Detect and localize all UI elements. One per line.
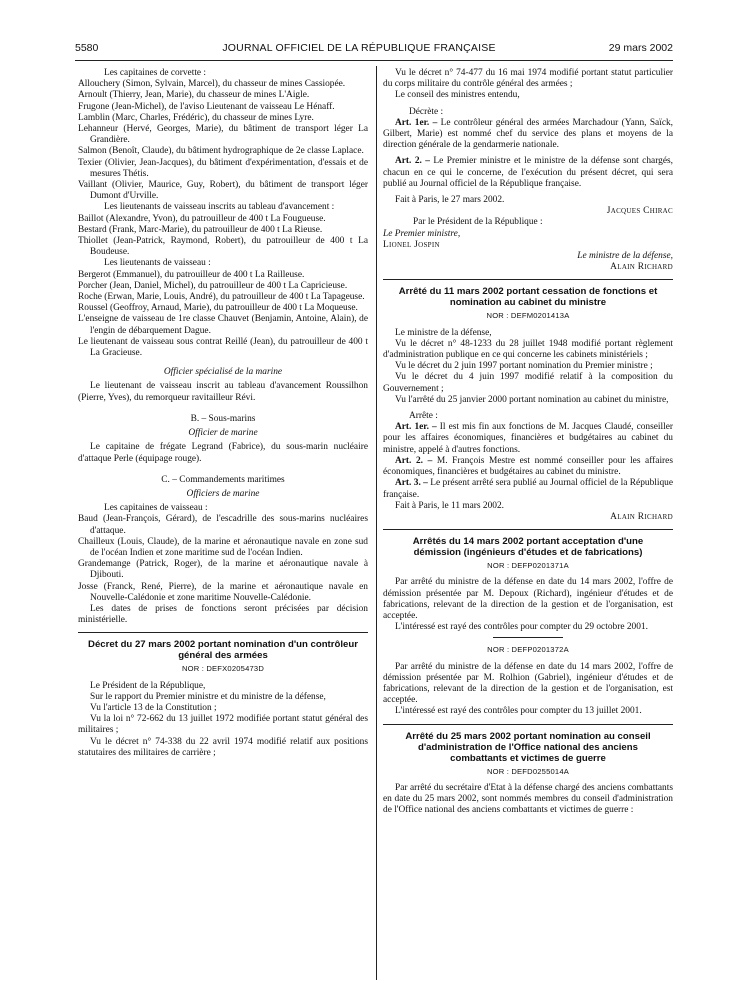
premier-ministre-title: Le Premier ministre, bbox=[383, 228, 461, 239]
list-item: Frugone (Jean-Michel), de l'aviso Lieutenant de vaisseau Le Hénaff. bbox=[78, 101, 335, 112]
article-1 bbox=[383, 118, 673, 152]
paragraph: Par arrêté du ministre de la défense en date du 14 mars 2002, l'offre de démission présentée par M. Rolhion (Gabriel), ingénieur d'études et de fabrications, relevant de la direction de la gestion et de l'organisation, est acceptée. bbox=[383, 661, 673, 706]
nor-reference: NOR : DEFX0205473D bbox=[181, 664, 265, 674]
arrete-11-title: Arrêté du 11 mars 2002 portant cessation de fonctions et nomination au cabinet du ministre bbox=[398, 286, 658, 309]
article-label: Art. 3. – bbox=[395, 478, 428, 489]
section-title: B. – Sous-marins bbox=[190, 413, 256, 424]
par-le-president: Par le Président de la République : bbox=[413, 217, 543, 228]
issue-date: 29 mars 2002 bbox=[608, 42, 673, 54]
article-text: Le présent arrêté sera publié au Journal officiel de la République française. bbox=[383, 478, 673, 500]
list-item: Bestard (Frank, Marc-Marie), du patrouilleur de 400 t La Rieuse. bbox=[78, 224, 323, 235]
paragraph: Vu l'arrêté du 25 janvier 2000 portant nomination au cabinet du ministre, bbox=[395, 394, 669, 405]
list-item: Arnoult (Thierry, Jean, Marie), du chasseur de mines L'Aigle. bbox=[78, 90, 310, 101]
ministre-defense-name: Alain Richard bbox=[610, 262, 673, 273]
article-text: Le contrôleur général des armées Marchadour (Yann, Saïck, Gilbert, Marie) est nommé chef du service des plans et moyens de la direction générale de la gendarmerie nationale. bbox=[383, 117, 674, 151]
signature: Alain Richard bbox=[610, 511, 673, 522]
paragraph: Sur le rapport du Premier ministre et du ministre de la défense, bbox=[90, 691, 326, 702]
paragraph: L'intéressé est rayé des contrôles pour compter du 29 octobre 2001. bbox=[395, 622, 648, 633]
paragraph: Le conseil des ministres entendu, bbox=[395, 90, 520, 101]
nor-reference: NOR : DEFM0201413A bbox=[486, 311, 570, 321]
article-text: M. François Mestre est nommé conseiller pour les affaires économiques, financières et budgétaires au cabinet du ministre. bbox=[383, 455, 673, 478]
fait-a: Fait à Paris, le 11 mars 2002. bbox=[395, 500, 505, 511]
paragraph: Le ministre de la défense, bbox=[395, 327, 492, 338]
paragraph: Vu le décret du 4 juin 1997 modifié relatif à la composition du Gouvernement ; bbox=[383, 372, 673, 394]
paragraph: Les dates de prises de fonctions seront précisées par décision ministérielle. bbox=[78, 603, 368, 626]
paragraph: Vu le décret du 2 juin 1997 portant nomination du Premier ministre ; bbox=[395, 361, 653, 372]
list-item: L'enseigne de vaisseau de 1re classe Chauvet (Benjamin, Antoine, Alain), de l'engin de débarquement Dague. bbox=[78, 314, 368, 336]
paragraph: Par arrêté du ministre de la défense en date du 14 mars 2002, l'offre de démission présentée par M. Depoux (Richard), ingénieur d'études et de fabrications, relevant de la direction de la gestion et de l'organisation, est acceptée. bbox=[383, 577, 673, 621]
section-heading: Les lieutenants de vaisseau : bbox=[104, 258, 211, 269]
list-item: Vaillant (Olivier, Maurice, Guy, Robert), du bâtiment de transport léger Dumont d'Urville. bbox=[78, 180, 368, 202]
paragraph: Vu l'article 13 de la Constitution ; bbox=[90, 702, 217, 713]
list-item: Salmon (Benoît, Claude), du bâtiment hydrographique de 2e classe Laplace. bbox=[78, 146, 364, 157]
article-label: Art. 1er. – bbox=[395, 117, 438, 128]
article-label: Art. 2. – bbox=[395, 156, 430, 167]
article-2 bbox=[383, 456, 673, 478]
fait-a: Fait à Paris, le 27 mars 2002. bbox=[395, 195, 505, 206]
section-heading: Les lieutenants de vaisseau inscrits au tableau d'avancement : bbox=[104, 202, 335, 213]
list-item: Josse (Franck, René, Pierre), de la marine et aéronautique navale en Nouvelle-Calédonie et zone maritime Nouvelle-Calédonie. bbox=[78, 581, 368, 603]
paragraph: Vu le décret n° 48-1233 du 28 juillet 1948 modifié portant règlement d'administration publique en ce qui concerne les cabinets ministériels ; bbox=[383, 338, 673, 361]
arrete-25-title: Arrêté du 25 mars 2002 portant nomination au conseil d'administration de l'Office national des anciens combattants et victimes de guerre bbox=[405, 730, 651, 764]
header-rule bbox=[75, 60, 673, 61]
list-item: Grandemange (Patrick, Roger), de la marine et aéronautique navale à Djibouti. bbox=[78, 559, 368, 581]
paragraph: Le lieutenant de vaisseau inscrit au tableau d'avancement Roussilhon (Pierre, Yves), du remorqueur ravitailleur Révi. bbox=[78, 381, 368, 403]
corvette-list bbox=[78, 79, 368, 202]
section-rule bbox=[383, 529, 673, 530]
paragraph: Le capitaine de frégate Legrand (Fabrice), du sous-marin nucléaire d'attaque Perle (équipage rouge). bbox=[78, 442, 368, 464]
paragraph: Vu le décret n° 74-477 du 16 mai 1974 modifié portant statut particulier du corps militaire du contrôle général des armées ; bbox=[383, 68, 673, 90]
list-item: Baillot (Alexandre, Yvon), du patrouilleur de 400 t La Fougueuse. bbox=[78, 213, 326, 224]
signature-president: Jacques Chirac bbox=[606, 206, 673, 217]
list-item: Baud (Jean-François, Gérard), de l'escadrille des sous-marins nucléaires d'attaque. bbox=[78, 514, 368, 536]
list-item: Porcher (Jean, Daniel, Michel), du patrouilleur de 400 t La Capricieuse. bbox=[78, 280, 348, 291]
ministre-defense-title: Le ministre de la défense, bbox=[577, 251, 673, 262]
article-2 bbox=[383, 156, 673, 190]
capitaines-vaisseau-list bbox=[78, 514, 368, 604]
article-label: Art. 2. – bbox=[395, 455, 433, 466]
section-rule bbox=[78, 632, 368, 633]
list-item: Chailleux (Louis, Claude), de la marine et aéronautique navale en zone sud de l'océan Indien et zone maritime sud de l'océan Indien. bbox=[78, 536, 368, 558]
subsection-title: Officier de marine bbox=[188, 428, 258, 439]
nor-reference: NOR : DEFP0201371A bbox=[487, 561, 569, 571]
article-1 bbox=[383, 422, 673, 456]
section-heading: Les capitaines de corvette : bbox=[104, 68, 207, 78]
article-3 bbox=[383, 478, 673, 500]
list-item: Roche (Erwan, Marie, Louis, André), du patrouilleur de 400 t La Tapageuse. bbox=[78, 292, 365, 303]
paragraph: Par arrêté du secrétaire d'Etat à la défense chargé des anciens combattants en date du 25 mars 2002, sont nommés membres du conseil d'administration de l'Office national des anciens combattants et victimes de guerre : bbox=[383, 782, 673, 816]
article-text: Le Premier ministre et le ministre de la défense sont chargés, chacun en ce qui le concerne, de l'exécution du présent décret, qui sera publié au Journal officiel de la République française. bbox=[383, 156, 673, 189]
right-column bbox=[383, 68, 673, 816]
arretes-14-title: Arrêtés du 14 mars 2002 portant acceptation d'une démission (ingénieurs d'études et de fabrications) bbox=[412, 536, 644, 559]
list-item: Lehanneur (Hervé, Georges, Marie), du bâtiment de transport léger La Grandière. bbox=[78, 124, 368, 146]
section-rule bbox=[383, 279, 673, 280]
section-heading: Les capitaines de vaisseau : bbox=[104, 503, 208, 514]
list-item: Texier (Olivier, Jean-Jacques), du bâtiment d'expérimentation, d'essais et de mesures Thétis. bbox=[78, 157, 368, 179]
section-rule bbox=[383, 724, 673, 725]
article-label: Art. 1er. – bbox=[395, 422, 437, 433]
subsection-title: Officier spécialisé de la marine bbox=[163, 367, 283, 378]
premier-ministre-name: Lionel Jospin bbox=[383, 239, 440, 250]
arrete-label: Arrête : bbox=[409, 411, 438, 422]
subsection-title: Officiers de marine bbox=[186, 488, 260, 499]
list-item: Lamblin (Marc, Charles, Frédéric), du chasseur de mines Lyre. bbox=[78, 112, 314, 123]
nor-reference: NOR : DEFD0255014A bbox=[486, 766, 570, 776]
article-text: Il est mis fin aux fonctions de M. Jacques Claudé, conseiller pour les affaires économiques, financières et budgétaires au cabinet du ministre, appelé à d'autres fonctions. bbox=[383, 422, 674, 455]
decret-title: Décret du 27 mars 2002 portant nomination d'un contrôleur général des armées bbox=[88, 639, 358, 662]
nor-reference: NOR : DEFP0201372A bbox=[487, 645, 569, 655]
paragraph: Le Président de la République, bbox=[90, 680, 206, 691]
list-item: Thiollet (Jean-Patrick, Raymond, Robert), du patrouilleur de 400 t La Boudeuse. bbox=[78, 236, 368, 258]
page-header bbox=[75, 42, 673, 58]
column-divider bbox=[376, 66, 377, 980]
list-item: Allouchery (Simon, Sylvain, Marcel), du chasseur de mines Cassiopée. bbox=[78, 79, 346, 90]
paragraph: Vu le décret n° 74-338 du 22 avril 1974 modifié relatif aux positions statutaires des militaires de carrière ; bbox=[78, 736, 368, 758]
section-title: C. – Commandements maritimes bbox=[161, 474, 285, 485]
paragraph: L'intéressé est rayé des contrôles pour compter du 13 juillet 2001. bbox=[395, 706, 642, 717]
page-number: 5580 bbox=[75, 42, 99, 54]
left-column bbox=[78, 68, 368, 759]
list-item: Bergerot (Emmanuel), du patrouilleur de 400 t La Railleuse. bbox=[78, 269, 305, 280]
lieutenants-tableau-list bbox=[78, 214, 368, 259]
decrete-label: Décrète : bbox=[409, 106, 444, 117]
list-item: Le lieutenant de vaisseau sous contrat Reillé (Jean), du patrouilleur de 400 t La Gracieuse. bbox=[78, 336, 368, 359]
separator-rule bbox=[493, 637, 563, 638]
lieutenants-list bbox=[78, 270, 368, 315]
paragraph: Vu la loi n° 72-662 du 13 juillet 1972 modifiée portant statut général des militaires ; bbox=[78, 714, 368, 736]
list-item: Roussel (Geoffroy, Arnaud, Marie), du patrouilleur de 400 t La Moqueuse. bbox=[78, 303, 358, 314]
journal-title: JOURNAL OFFICIEL DE LA RÉPUBLIQUE FRANÇAISE bbox=[222, 42, 496, 54]
